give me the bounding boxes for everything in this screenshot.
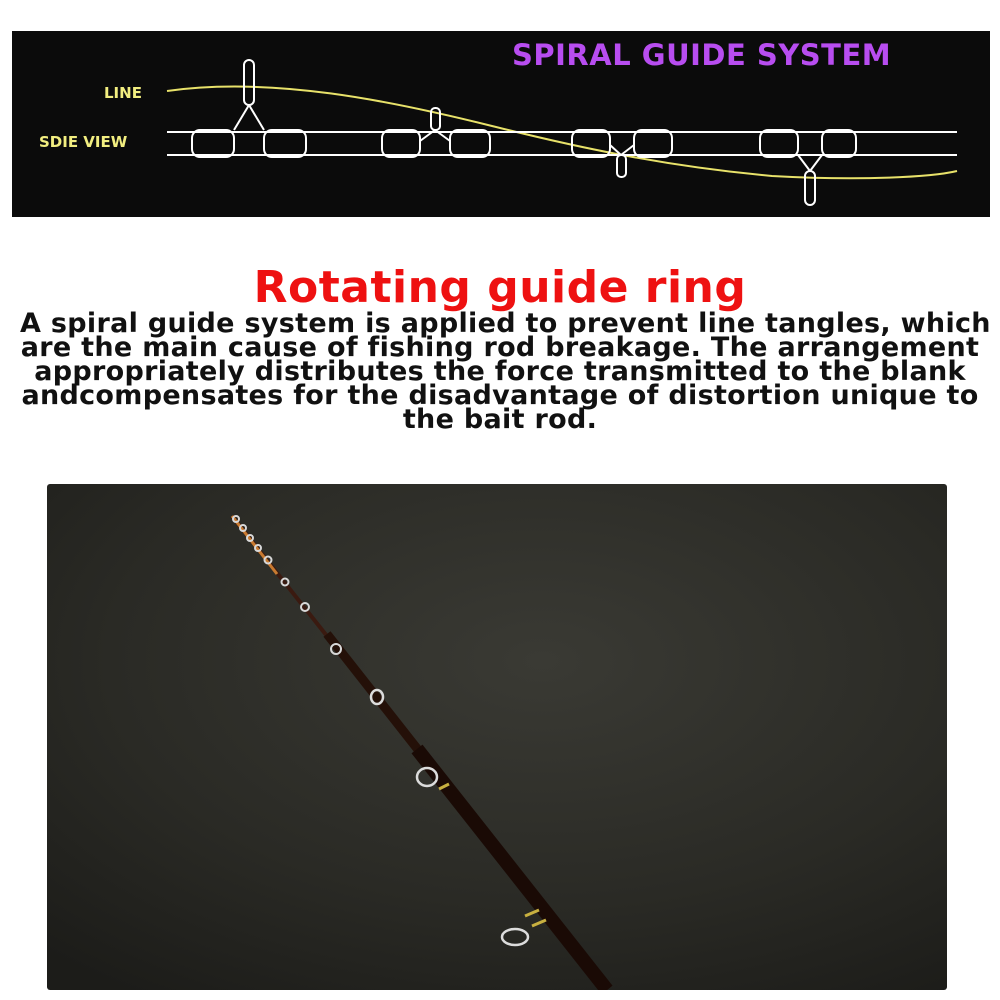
description-line: appropriately distributes the force transmitted to the blank (34, 356, 966, 387)
guide-ring-bottom-1 (610, 145, 634, 177)
spiral-guide-diagram (12, 31, 990, 217)
line-label: LINE (104, 84, 142, 102)
photo-backdrop (47, 484, 947, 990)
fishing-rod-illustration (47, 484, 947, 990)
description-line: A spiral guide system is applied to prevent line tangles, which (20, 308, 991, 339)
guide-ring-top-1 (234, 60, 264, 130)
description-text (20, 308, 991, 435)
rod-photo (47, 484, 947, 990)
description-line: andcompensates for the disadvantage of distortion unique to (21, 380, 979, 411)
side-view-label: SDIE VIEW (39, 133, 128, 151)
description-line: the bait rod. (402, 404, 598, 435)
guide-ring-bottom-2 (798, 155, 822, 205)
diagram-title: SPIRAL GUIDE SYSTEM (512, 38, 892, 72)
description-line: are the main cause of fishing rod breakage. The arrangement (20, 332, 980, 363)
headline: Rotating guide ring (253, 262, 747, 313)
